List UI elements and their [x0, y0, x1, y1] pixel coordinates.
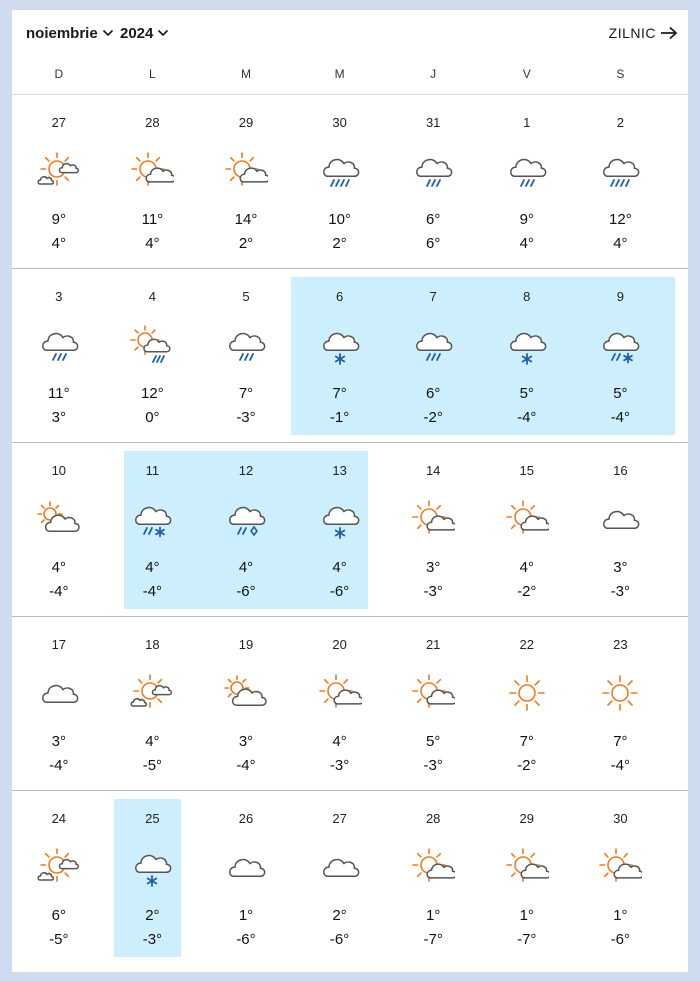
min-temperature: -2° — [517, 757, 537, 774]
calendar-day-cell[interactable] — [574, 269, 668, 443]
snow-icon — [318, 497, 362, 541]
day-number: 30 — [613, 811, 628, 826]
min-temperature: -6° — [610, 931, 631, 948]
min-temperature: -3° — [329, 757, 350, 774]
min-temperature: -3° — [423, 583, 443, 600]
max-temperature: 3° — [238, 733, 254, 750]
calendar-day-cell[interactable] — [199, 443, 293, 617]
max-temperature: 4° — [145, 559, 160, 576]
max-temperature: 3° — [613, 559, 628, 576]
rain-hail-icon — [224, 497, 268, 541]
day-number: 6 — [335, 289, 344, 304]
day-number: 29 — [238, 115, 254, 130]
max-temperature: 7° — [613, 733, 628, 750]
day-number: 11 — [145, 463, 160, 478]
calendar-day-cell[interactable] — [574, 791, 668, 965]
min-temperature: -6° — [236, 583, 256, 600]
partly-cloudy-icon — [130, 149, 174, 193]
max-temperature: 5° — [519, 385, 534, 402]
day-number: 13 — [332, 463, 347, 478]
calendar-day-cell[interactable] — [12, 269, 106, 443]
sun-icon — [505, 671, 549, 715]
arrow-right-icon — [660, 26, 678, 40]
max-temperature: 7° — [519, 733, 534, 750]
rain-icon — [505, 149, 549, 193]
day-number: 2 — [616, 115, 624, 130]
calendar-day-cell[interactable] — [199, 269, 293, 443]
min-temperature: 4° — [51, 235, 66, 252]
day-number: 15 — [519, 463, 534, 478]
calendar-day-cell[interactable] — [574, 443, 668, 617]
max-temperature: 11° — [141, 211, 164, 228]
day-number: 9 — [616, 289, 624, 304]
max-temperature: 2° — [145, 907, 160, 924]
sun-rain-icon — [130, 323, 174, 367]
calendar-day-cell[interactable] — [106, 95, 200, 269]
max-temperature: 4° — [332, 559, 347, 576]
max-temperature: 7° — [332, 385, 347, 402]
max-temperature: 4° — [519, 559, 534, 576]
min-temperature: 4° — [519, 235, 534, 252]
calendar-week-row — [12, 269, 688, 443]
min-temperature: -3° — [610, 583, 631, 600]
month-selector[interactable] — [26, 22, 114, 44]
calendar-day-cell[interactable] — [12, 617, 106, 791]
min-temperature: -5° — [49, 931, 69, 948]
min-temperature: -2° — [517, 583, 537, 600]
calendar-day-cell[interactable] — [293, 269, 387, 443]
snow-icon — [130, 845, 174, 889]
calendar-day-cell[interactable] — [293, 443, 387, 617]
max-temperature: 2° — [332, 907, 347, 924]
min-temperature: -3° — [423, 757, 443, 774]
weekday-label: L — [149, 67, 156, 81]
partly-cloudy-icon — [411, 671, 455, 715]
sun-behind-cloud-icon — [224, 671, 268, 715]
day-number: 3 — [55, 289, 63, 304]
calendar-day-cell[interactable] — [386, 269, 480, 443]
calendar-day-cell[interactable] — [199, 617, 293, 791]
daily-label: ZILNIC — [608, 25, 656, 41]
sun-behind-cloud-icon — [37, 497, 81, 541]
cloud-icon — [598, 497, 642, 541]
snow-icon — [505, 323, 549, 367]
max-temperature: 5° — [426, 733, 441, 750]
day-number: 8 — [523, 289, 531, 304]
min-temperature: -3° — [142, 931, 163, 948]
day-number: 5 — [242, 289, 250, 304]
partly-cloudy-icon — [598, 845, 642, 889]
calendar-day-cell[interactable] — [293, 617, 387, 791]
daily-view-button[interactable] — [609, 22, 678, 44]
day-number: 29 — [519, 811, 534, 826]
calendar-week-row — [12, 791, 688, 965]
calendar-day-cell[interactable] — [293, 95, 387, 269]
weekday-label: V — [522, 67, 531, 81]
partly-cloudy-sun-small-clouds-icon — [37, 845, 81, 889]
max-temperature: 9° — [519, 211, 534, 228]
max-temperature: 3° — [51, 733, 66, 750]
max-temperature: 12° — [609, 211, 632, 228]
calendar-day-cell[interactable] — [106, 791, 200, 965]
rain-icon — [224, 323, 268, 367]
max-temperature: 9° — [51, 211, 66, 228]
min-temperature: -1° — [329, 409, 350, 426]
max-temperature: 3° — [426, 559, 441, 576]
partly-cloudy-icon — [505, 497, 549, 541]
min-temperature: -4° — [49, 757, 69, 774]
min-temperature: -7° — [517, 931, 537, 948]
sun-icon — [598, 671, 642, 715]
day-number: 10 — [51, 463, 67, 478]
min-temperature: -4° — [517, 409, 537, 426]
day-number: 20 — [332, 637, 347, 652]
max-temperature: 11° — [48, 385, 70, 402]
min-temperature: -5° — [142, 757, 163, 774]
chevron-down-icon — [157, 28, 169, 38]
partly-cloudy-icon — [224, 149, 268, 193]
cloud-icon — [37, 671, 81, 715]
calendar-day-cell[interactable] — [386, 443, 480, 617]
month-label: noiembrie — [26, 24, 98, 42]
max-temperature: 14° — [234, 211, 258, 228]
calendar-day-cell[interactable] — [480, 269, 574, 443]
calendar-day-cell[interactable] — [199, 791, 293, 965]
day-number: 27 — [51, 115, 67, 130]
year-selector[interactable] — [120, 22, 169, 44]
min-temperature: -6° — [329, 931, 350, 948]
min-temperature: -4° — [236, 757, 256, 774]
rain-icon — [411, 323, 455, 367]
day-number: 23 — [613, 637, 628, 652]
calendar-grid — [12, 95, 688, 965]
min-temperature: -2° — [423, 409, 443, 426]
day-number: 17 — [51, 637, 67, 652]
cloud-icon — [318, 845, 362, 889]
weekday-label: J — [430, 67, 437, 81]
calendar-week-row — [12, 95, 688, 269]
calendar-day-cell[interactable] — [480, 617, 574, 791]
day-number: 14 — [425, 463, 441, 478]
day-number: 22 — [519, 637, 534, 652]
min-temperature: -4° — [610, 757, 631, 774]
day-number: 7 — [429, 289, 437, 304]
heavy-rain-icon — [318, 149, 362, 193]
calendar-header — [12, 10, 688, 54]
max-temperature: 6° — [426, 211, 441, 228]
max-temperature: 12° — [141, 385, 164, 402]
min-temperature: 2° — [332, 235, 347, 252]
day-number: 18 — [145, 637, 160, 652]
snow-icon — [318, 323, 362, 367]
partly-cloudy-sun-small-clouds-icon — [130, 671, 174, 715]
day-number: 25 — [145, 811, 160, 826]
min-temperature: -4° — [610, 409, 631, 426]
heavy-rain-icon — [598, 149, 642, 193]
calendar-day-cell[interactable] — [574, 617, 668, 791]
min-temperature: 0° — [145, 409, 160, 426]
calendar-day-cell[interactable] — [386, 791, 480, 965]
weekday-label: D — [54, 67, 64, 81]
max-temperature: 6° — [51, 907, 66, 924]
min-temperature: 4° — [145, 235, 160, 252]
calendar-day-cell[interactable] — [480, 791, 574, 965]
max-temperature: 4° — [238, 559, 254, 576]
calendar-day-cell[interactable] — [574, 95, 668, 269]
calendar-day-cell[interactable] — [12, 443, 106, 617]
calendar-card — [12, 10, 688, 972]
max-temperature: 6° — [426, 385, 441, 402]
min-temperature: -7° — [423, 931, 443, 948]
min-temperature: 4° — [613, 235, 628, 252]
min-temperature: -4° — [49, 583, 69, 600]
rain-icon — [411, 149, 455, 193]
day-number: 21 — [425, 637, 441, 652]
day-number: 28 — [425, 811, 441, 826]
calendar-day-cell[interactable] — [293, 791, 387, 965]
rain-icon — [37, 323, 81, 367]
partly-cloudy-icon — [411, 497, 455, 541]
max-temperature: 1° — [613, 907, 628, 924]
partly-cloudy-icon — [318, 671, 362, 715]
min-temperature: -3° — [236, 409, 256, 426]
weekday-label: M — [334, 67, 345, 81]
partly-cloudy-icon — [411, 845, 455, 889]
max-temperature: 5° — [613, 385, 628, 402]
max-temperature: 7° — [238, 385, 254, 402]
day-number: 30 — [332, 115, 347, 130]
calendar-day-cell[interactable] — [106, 617, 200, 791]
max-temperature: 1° — [238, 907, 254, 924]
calendar-week-row — [12, 617, 688, 791]
calendar-day-cell[interactable] — [386, 617, 480, 791]
calendar-day-cell[interactable] — [480, 443, 574, 617]
min-temperature: 6° — [426, 235, 441, 252]
calendar-day-cell[interactable] — [386, 95, 480, 269]
partly-cloudy-icon — [505, 845, 549, 889]
sleet-icon — [130, 497, 174, 541]
min-temperature: 2° — [238, 235, 254, 252]
weekday-header-row — [12, 54, 688, 95]
day-number: 19 — [238, 637, 254, 652]
max-temperature: 1° — [426, 907, 441, 924]
day-number: 24 — [51, 811, 67, 826]
calendar-day-cell[interactable] — [106, 443, 200, 617]
calendar-day-cell[interactable] — [480, 95, 574, 269]
max-temperature: 4° — [145, 733, 160, 750]
sleet-icon — [598, 323, 642, 367]
max-temperature: 1° — [519, 907, 534, 924]
max-temperature: 4° — [51, 559, 66, 576]
day-number: 1 — [523, 115, 531, 130]
partly-cloudy-sun-small-clouds-icon — [37, 149, 81, 193]
calendar-week-row — [12, 443, 688, 617]
day-number: 16 — [613, 463, 628, 478]
calendar-day-cell[interactable] — [199, 95, 293, 269]
calendar-day-cell[interactable] — [12, 791, 106, 965]
calendar-day-cell[interactable] — [106, 269, 200, 443]
weekday-label: S — [616, 67, 625, 81]
day-number: 12 — [238, 463, 254, 478]
day-number: 31 — [425, 115, 441, 130]
year-label: 2024 — [120, 24, 154, 42]
day-number: 4 — [148, 289, 156, 304]
day-number: 28 — [145, 115, 160, 130]
day-number: 27 — [332, 811, 347, 826]
calendar-day-cell[interactable] — [12, 95, 106, 269]
max-temperature: 4° — [332, 733, 347, 750]
min-temperature: -4° — [142, 583, 163, 600]
cloud-icon — [224, 845, 268, 889]
min-temperature: -6° — [329, 583, 350, 600]
min-temperature: -6° — [236, 931, 256, 948]
chevron-down-icon — [102, 28, 114, 38]
min-temperature: 3° — [51, 409, 66, 426]
max-temperature: 10° — [328, 211, 351, 228]
weekday-label: M — [240, 67, 251, 81]
day-number: 26 — [238, 811, 254, 826]
